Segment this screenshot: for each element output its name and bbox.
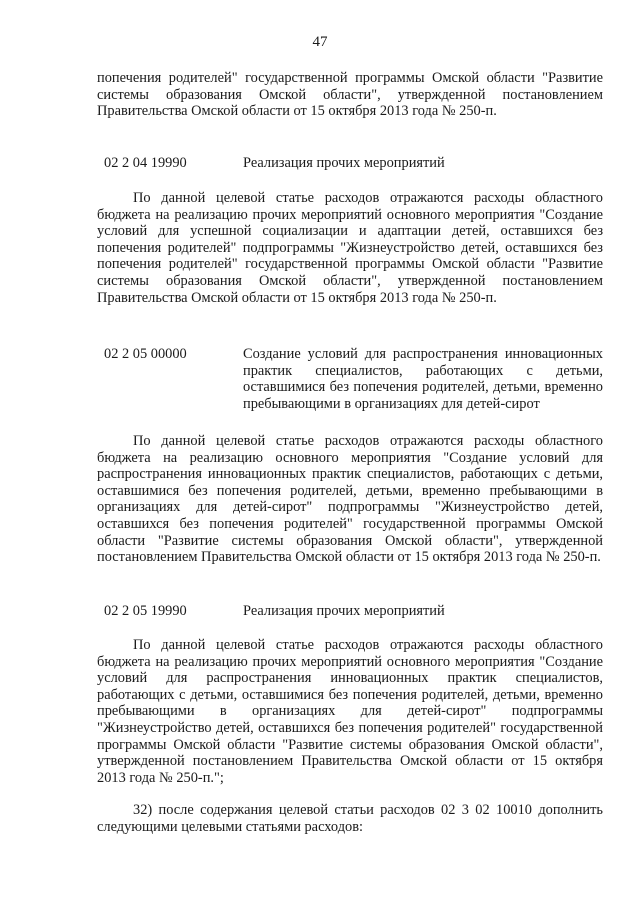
page-number: 47 xyxy=(312,34,328,50)
section-1-code: 02 2 04 19990 xyxy=(104,155,187,171)
section-1-title: Реализация прочих мероприятий xyxy=(243,155,445,171)
section-3-paragraph: По данной целевой статье расходов отражаются расходы областного бюджета на реализацию прочих мероприятий основного мероприятия "Создание условий для распространения инновационных практик специалистов, работающих с детьми, оставшимися без попечения родителей, детьми, временно пребывающими в организациях для детей-сирот" подпрограммы "Жизнеустройство детей, оставшихся без попечения родителей" государственной программы Омской области "Развитие системы образования Омской области", утвержденной постановлением Правительства Омской области от 15 октября 2013 года № 250-п."; xyxy=(97,637,603,786)
section-2-paragraph: По данной целевой статье расходов отражаются расходы областного бюджета на реализацию основного мероприятия "Создание условий для распространения инновационных практик специалистов, работающих с детьми, оставшимися без попечения родителей, детьми, временно пребывающими в организациях для детей-сирот" подпрограммы "Жизнеустройство детей, оставшихся без попечения родителей" государственной программы Омской области "Развитие системы образования Омской области", утвержденной постановлением Правительства Омской области от 15 октября 2013 года № 250-п. xyxy=(97,433,603,566)
section-1-paragraph: По данной целевой статье расходов отражаются расходы областного бюджета на реализацию прочих мероприятий основного мероприятия "Создание условий для успешной социализации и адаптации детей, оставшихся без попечения родителей" подпрограммы "Жизнеустройство детей, оставшихся без попечения родителей" государственной программы Омской области "Развитие системы образования Омской области", утвержденной постановлением Правительства Омской области от 15 октября 2013 года № 250-п. xyxy=(97,190,603,306)
intro-paragraph: попечения родителей" государственной программы Омской области "Развитие системы образования Омской области", утвержденной постановлением Правительства Омской области от 15 октября 2013 года № 250-п. xyxy=(97,70,603,120)
closing-paragraph: 32) после содержания целевой статьи расходов 02 3 02 10010 дополнить следующими целевыми статьями расходов: xyxy=(97,802,603,835)
section-2-title: Создание условий для распространения инновационных практик специалистов, работающих с детьми, оставшимися без попечения родителей, детьми, временно пребывающими в организациях для детей-сирот xyxy=(243,346,603,412)
section-2-code: 02 2 05 00000 xyxy=(104,346,187,362)
section-3-code: 02 2 05 19990 xyxy=(104,603,187,619)
section-3-title: Реализация прочих мероприятий xyxy=(243,603,445,619)
